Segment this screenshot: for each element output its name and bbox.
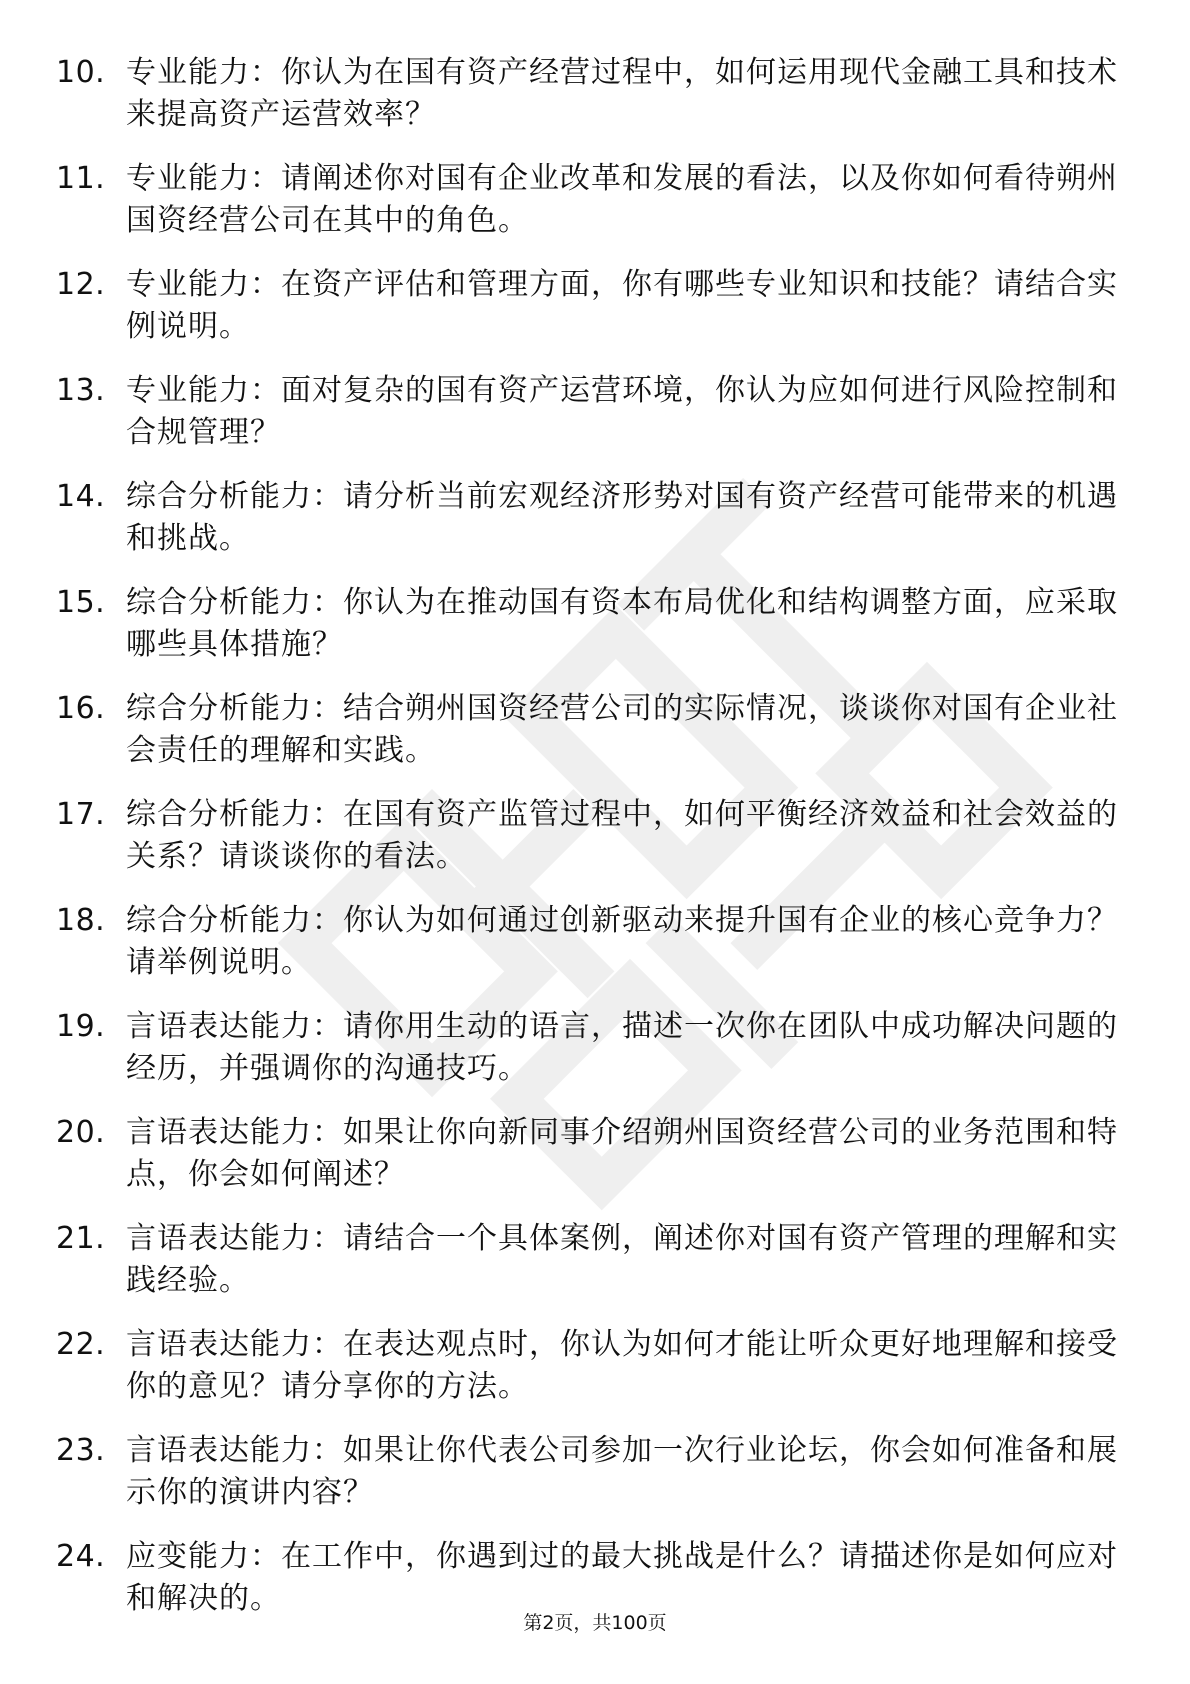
question-text: 言语表达能力：如果让你代表公司参加一次行业论坛，你会如何准备和展示你的演讲内容？ xyxy=(126,1433,1118,1510)
question-number: 20. xyxy=(56,1115,106,1150)
list-item xyxy=(56,1112,1126,1196)
question-number: 21. xyxy=(56,1221,106,1256)
question-text: 言语表达能力：在表达观点时，你认为如何才能让听众更好地理解和接受你的意见？请分享你的方法。 xyxy=(126,1327,1118,1404)
question-number: 12. xyxy=(56,267,106,302)
question-number: 19. xyxy=(56,1009,106,1044)
question-text: 综合分析能力：请分析当前宏观经济形势对国有资产经营可能带来的机遇和挑战。 xyxy=(126,479,1118,556)
question-number: 13. xyxy=(56,373,106,408)
list-item xyxy=(56,370,1126,454)
question-number: 17. xyxy=(56,797,106,832)
question-text: 应变能力：在工作中，你遇到过的最大挑战是什么？请描述你是如何应对和解决的。 xyxy=(126,1539,1118,1616)
list-item xyxy=(56,582,1126,666)
list-item xyxy=(56,1218,1126,1302)
question-number: 23. xyxy=(56,1433,106,1468)
question-text: 专业能力：面对复杂的国有资产运营环境，你认为应如何进行风险控制和合规管理？ xyxy=(126,373,1118,450)
list-item xyxy=(56,476,1126,560)
question-text: 综合分析能力：你认为在推动国有资本布局优化和结构调整方面，应采取哪些具体措施？ xyxy=(126,585,1118,662)
question-number: 11. xyxy=(56,161,106,196)
question-text: 言语表达能力：请结合一个具体案例，阐述你对国有资产管理的理解和实践经验。 xyxy=(126,1221,1118,1298)
question-text: 专业能力：在资产评估和管理方面，你有哪些专业知识和技能？请结合实例说明。 xyxy=(126,267,1118,344)
question-number: 10. xyxy=(56,55,106,90)
list-item xyxy=(56,688,1126,772)
question-text: 综合分析能力：结合朔州国资经营公司的实际情况，谈谈你对国有企业社会责任的理解和实践。 xyxy=(126,691,1118,768)
list-item xyxy=(56,1430,1126,1514)
list-item xyxy=(56,52,1126,136)
question-text: 专业能力：请阐述你对国有企业改革和发展的看法，以及你如何看待朔州国资经营公司在其中的角色。 xyxy=(126,161,1118,238)
question-list xyxy=(56,52,1126,1642)
question-text: 综合分析能力：在国有资产监管过程中，如何平衡经济效益和社会效益的关系？请谈谈你的看法。 xyxy=(126,797,1118,874)
question-number: 24. xyxy=(56,1539,106,1574)
list-item xyxy=(56,264,1126,348)
question-text: 言语表达能力：请你用生动的语言，描述一次你在团队中成功解决问题的经历，并强调你的沟通技巧。 xyxy=(126,1009,1118,1086)
question-number: 14. xyxy=(56,479,106,514)
page-number-footer: 第2页，共100页 xyxy=(523,1612,667,1634)
question-number: 18. xyxy=(56,903,106,938)
list-item xyxy=(56,794,1126,878)
question-number: 15. xyxy=(56,585,106,620)
list-item xyxy=(56,158,1126,242)
list-item xyxy=(56,900,1126,984)
question-text: 言语表达能力：如果让你向新同事介绍朔州国资经营公司的业务范围和特点，你会如何阐述？ xyxy=(126,1115,1118,1192)
question-number: 22. xyxy=(56,1327,106,1362)
question-text: 综合分析能力：你认为如何通过创新驱动来提升国有企业的核心竞争力？请举例说明。 xyxy=(126,903,1118,980)
list-item xyxy=(56,1006,1126,1090)
question-number: 16. xyxy=(56,691,106,726)
list-item xyxy=(56,1324,1126,1408)
question-text: 专业能力：你认为在国有资产经营过程中，如何运用现代金融工具和技术来提高资产运营效率？ xyxy=(126,55,1118,132)
